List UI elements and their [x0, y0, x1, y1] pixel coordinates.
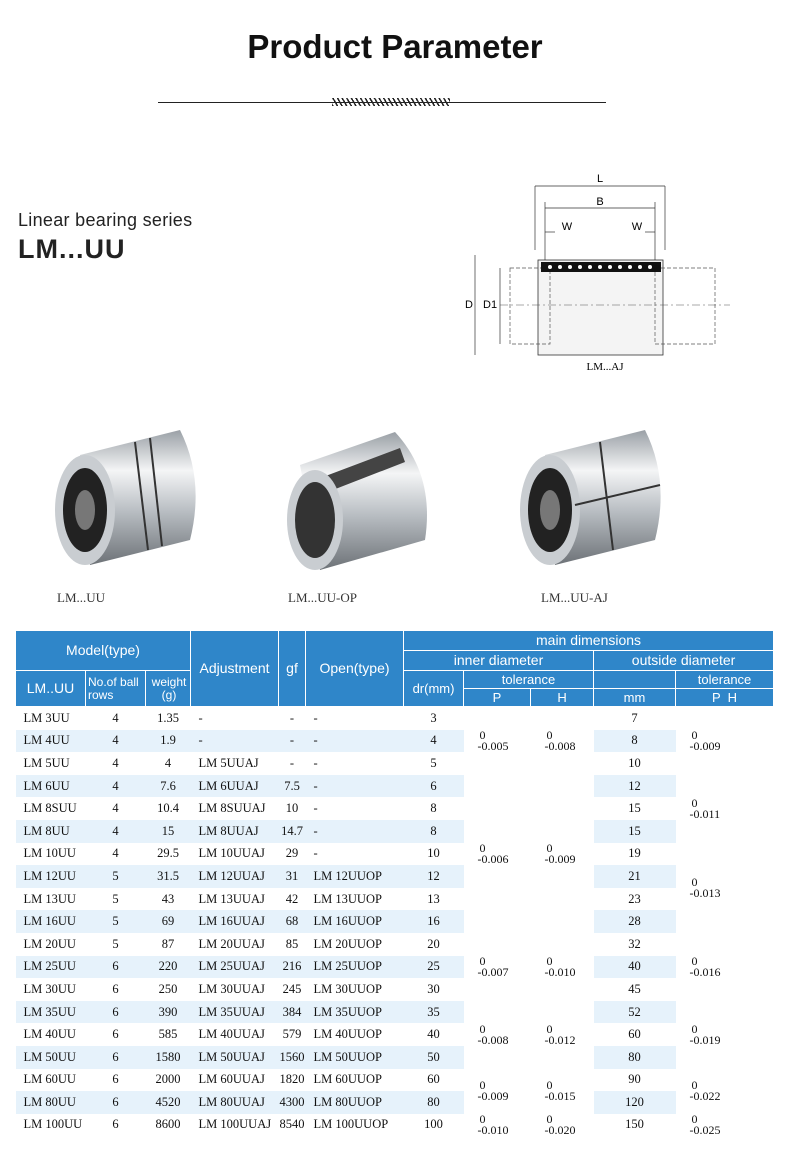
cell-ball-rows: 6: [112, 1027, 119, 1042]
cell-gf: 42: [285, 891, 299, 906]
cell-tolerance-h: [531, 1001, 594, 1069]
cell-weight: 4520: [146, 1091, 191, 1114]
cell-tolerance-p: [464, 1001, 531, 1069]
tolerance-value: 0: [691, 1111, 698, 1126]
cell-open-type: -: [306, 730, 404, 753]
cell-dr: 4: [404, 730, 464, 753]
dim-D1: D1: [483, 299, 498, 311]
cell-outside-mm: 40: [594, 956, 676, 979]
tolerance-value: 0: [546, 1078, 553, 1093]
cell-ball-rows: 4: [112, 755, 119, 770]
parameter-table: [15, 630, 774, 1136]
cell-dr: 40: [427, 1027, 440, 1042]
cell-model: LM 5UU: [23, 755, 70, 770]
tolerance-value: -0.016: [689, 964, 721, 979]
cell-dr: 10: [427, 846, 440, 861]
cell-weight: 585: [158, 1027, 178, 1042]
table-row: [16, 933, 774, 956]
cell-outside-mm: 28: [594, 910, 676, 933]
diagram-caption: LM...AJ: [586, 361, 624, 373]
cell-gf: 14.7: [279, 820, 306, 843]
cell-gf: 1560: [279, 1046, 306, 1069]
cell-tolerance-p: [464, 1111, 531, 1137]
header-inner-tolerance: tolerance: [464, 671, 594, 689]
cell-ball-rows: 6: [112, 1072, 119, 1087]
cell-ball-rows: 4: [86, 730, 146, 753]
cell-weight: 1.35: [157, 710, 179, 725]
cell-model: LM 12UU: [16, 865, 86, 888]
table-row: [16, 865, 774, 888]
cell-tolerance-outer: [676, 775, 774, 843]
series-code: LM...UU: [18, 234, 126, 264]
cell-ball-rows: 6: [86, 956, 146, 979]
cell-open-type: LM 12UUOP: [306, 865, 404, 888]
cell-weight: 10.4: [157, 801, 179, 816]
cell-model: LM 40UU: [23, 1027, 76, 1042]
cell-weight: 1.9: [146, 730, 191, 753]
cell-adjustment: LM 6UUAJ: [191, 775, 279, 798]
table-row: [16, 978, 774, 1001]
cell-weight: 2000: [155, 1072, 181, 1087]
cell-tolerance-outer: [676, 1001, 774, 1069]
tolerance-value: -0.010: [544, 964, 576, 979]
table-row: [16, 1091, 774, 1114]
cell-model: LM 100UU: [23, 1117, 83, 1132]
cell-outside-mm: 60: [628, 1027, 641, 1042]
tolerance-value: 0: [546, 840, 553, 855]
cell-model: LM 8SUU: [23, 801, 77, 816]
cell-ball-rows: 4: [112, 710, 119, 725]
cell-weight: 220: [146, 956, 191, 979]
tolerance-value: 0: [691, 795, 698, 810]
table-row: [16, 707, 774, 730]
cell-adjustment: LM 8SUUAJ: [198, 801, 266, 816]
cell-tolerance-h: [531, 775, 594, 933]
tolerance-value: 0: [479, 1111, 486, 1126]
cell-ball-rows: 5: [112, 936, 119, 951]
tolerance-value: 0: [691, 727, 698, 742]
product-image-uu-op: [275, 420, 445, 580]
cell-adjustment: LM 12UUAJ: [191, 865, 279, 888]
table-row: [16, 820, 774, 843]
header-outer-tolerance: tolerance: [676, 671, 774, 689]
cell-model: LM 35UU: [16, 1001, 86, 1024]
series-label: Linear bearing series: [18, 210, 193, 230]
table-row: [16, 1069, 774, 1092]
cell-gf: 68: [279, 910, 306, 933]
cell-tolerance-p: [464, 775, 531, 933]
cell-outside-mm: 7: [631, 710, 638, 725]
divider-hatch: [332, 98, 450, 106]
tolerance-value: 0: [691, 1078, 698, 1093]
cell-dr: 13: [427, 891, 440, 906]
cell-open-type: -: [313, 710, 318, 725]
cell-dr: 25: [404, 956, 464, 979]
cell-dr: 5: [430, 755, 437, 770]
cell-outside-mm: 52: [594, 1001, 676, 1024]
cell-dr: 8: [430, 801, 437, 816]
header-inner-diameter: inner diameter: [404, 651, 594, 671]
cell-model: LM 30UU: [23, 981, 76, 996]
page-title: Product Parameter: [247, 28, 543, 65]
cell-gf: 7.5: [279, 775, 306, 798]
cell-tolerance-p: [464, 707, 531, 775]
table-row: [16, 1001, 774, 1024]
cell-adjustment: LM 25UUAJ: [191, 956, 279, 979]
cell-outside-mm: 120: [594, 1091, 676, 1114]
table-row: [16, 1023, 774, 1046]
table-row: [16, 1114, 774, 1137]
cell-open-type: LM 13UUOP: [313, 891, 382, 906]
cell-open-type: LM 35UUOP: [306, 1001, 404, 1024]
cell-ball-rows: 5: [112, 891, 119, 906]
table-row: [16, 956, 774, 979]
cell-tolerance-h: [531, 1111, 594, 1137]
cell-weight: 29.5: [157, 846, 179, 861]
cell-gf: 31: [279, 865, 306, 888]
cell-model: LM 25UU: [16, 956, 86, 979]
cell-outside-mm: 150: [625, 1117, 644, 1132]
tolerance-value: -0.008: [477, 1032, 509, 1047]
cell-adjustment: LM 10UUAJ: [198, 846, 265, 861]
header-adjustment: Adjustment: [191, 631, 279, 707]
cell-ball-rows: 5: [86, 865, 146, 888]
cell-open-type: LM 30UUOP: [313, 981, 382, 996]
tolerance-value: -0.022: [689, 1089, 721, 1104]
tolerance-value: -0.009: [689, 738, 721, 753]
cell-model: LM 20UU: [23, 936, 76, 951]
cell-open-type: LM 40UUOP: [313, 1027, 382, 1042]
tolerance-value: 0: [691, 874, 698, 889]
tolerance-value: -0.009: [477, 1089, 509, 1104]
cell-outside-mm: 15: [594, 820, 676, 843]
cell-gf: 216: [279, 956, 306, 979]
product-image-uu: [40, 420, 210, 580]
tolerance-value: 0: [546, 727, 553, 742]
cell-adjustment: -: [198, 710, 203, 725]
cell-tolerance-outer: [676, 843, 774, 933]
cell-model: LM 4UU: [16, 730, 86, 753]
cell-dr: 60: [427, 1072, 440, 1087]
tolerance-value: -0.020: [544, 1122, 576, 1137]
cell-ball-rows: 4: [112, 846, 119, 861]
table-row: [16, 910, 774, 933]
cell-model: LM 50UU: [16, 1046, 86, 1069]
cell-ball-rows: 4: [86, 775, 146, 798]
dim-D: D: [465, 299, 473, 311]
header-ball-rows: No.of ball rows: [86, 671, 146, 707]
cell-outside-mm: 21: [594, 865, 676, 888]
cell-model: LM 80UU: [16, 1091, 86, 1114]
cell-gf: 85: [285, 936, 299, 951]
cell-gf: 8540: [279, 1117, 305, 1132]
table-row: [16, 888, 774, 911]
product-label-uu-op: LM...UU-OP: [288, 590, 357, 605]
table-row: [16, 797, 774, 820]
tolerance-value: -0.013: [689, 885, 721, 900]
cell-dr: 30: [427, 981, 440, 996]
cell-dr: 50: [404, 1046, 464, 1069]
cell-model: LM 60UU: [23, 1072, 76, 1087]
cell-ball-rows: 6: [86, 1001, 146, 1024]
header-dr: dr(mm): [404, 671, 464, 707]
header-p: P: [464, 689, 531, 707]
cell-outside-mm: 32: [628, 936, 641, 951]
cell-outside-mm: 12: [594, 775, 676, 798]
cell-tolerance-h: [531, 707, 594, 775]
dim-W-left: W: [561, 221, 573, 233]
bearing-diagram: [455, 170, 735, 380]
cell-weight: 87: [161, 936, 175, 951]
table-row: [16, 843, 774, 866]
cell-weight: 390: [146, 1001, 191, 1024]
tolerance-value: -0.010: [477, 1122, 509, 1137]
cell-dr: 8: [404, 820, 464, 843]
cell-gf: 10: [285, 801, 299, 816]
cell-open-type: LM 50UUOP: [306, 1046, 404, 1069]
cell-adjustment: LM 50UUAJ: [191, 1046, 279, 1069]
cell-adjustment: LM 30UUAJ: [198, 981, 265, 996]
cell-adjustment: LM 5UUAJ: [198, 755, 259, 770]
tolerance-value: 0: [546, 953, 553, 968]
cell-ball-rows: 5: [86, 910, 146, 933]
tolerance-value: 0: [546, 1111, 553, 1126]
cell-dr: 12: [404, 865, 464, 888]
cell-model: LM 10UU: [23, 846, 76, 861]
cell-ball-rows: 6: [112, 1117, 119, 1132]
cell-outside-mm: 15: [628, 801, 641, 816]
header-model: Model(type): [16, 631, 191, 671]
cell-outside-mm: 80: [594, 1046, 676, 1069]
tolerance-value: -0.015: [544, 1089, 576, 1104]
header-open: Open(type): [306, 631, 404, 707]
header-outside-diameter: outside diameter: [594, 651, 774, 671]
cell-adjustment: LM 40UUAJ: [198, 1027, 265, 1042]
cell-gf: 579: [282, 1027, 302, 1042]
tolerance-value: -0.007: [477, 964, 509, 979]
cell-adjustment: LM 13UUAJ: [198, 891, 265, 906]
table-row: [16, 752, 774, 775]
cell-gf: -: [289, 755, 295, 770]
cell-weight: 8600: [155, 1117, 181, 1132]
cell-adjustment: LM 60UUAJ: [198, 1072, 265, 1087]
cell-tolerance-p: [464, 933, 531, 1001]
tolerance-value: 0: [691, 953, 698, 968]
cell-outside-mm: 10: [628, 755, 641, 770]
cell-weight: 31.5: [146, 865, 191, 888]
cell-open-type: -: [306, 775, 404, 798]
header-h: H: [531, 689, 594, 707]
header-main-dimensions: main dimensions: [404, 631, 774, 651]
cell-weight: 69: [146, 910, 191, 933]
cell-outside-mm: 23: [628, 891, 641, 906]
cell-open-type: LM 25UUOP: [306, 956, 404, 979]
cell-dr: 20: [427, 936, 440, 951]
cell-gf: 384: [279, 1001, 306, 1024]
dim-B: B: [596, 196, 604, 208]
cell-outside-mm: 19: [628, 846, 641, 861]
cell-model: LM 6UU: [16, 775, 86, 798]
cell-dr: 80: [404, 1091, 464, 1114]
cell-tolerance-h: [531, 933, 594, 1001]
cell-weight: 4: [164, 755, 172, 770]
cell-weight: 250: [158, 981, 178, 996]
cell-adjustment: LM 8UUAJ: [191, 820, 279, 843]
cell-adjustment: LM 80UUAJ: [191, 1091, 279, 1114]
cell-tolerance-outer: [676, 933, 774, 1001]
product-image-uu-aj: [505, 420, 675, 580]
cell-dr: 35: [404, 1001, 464, 1024]
header-gf: gf: [279, 631, 306, 707]
tolerance-value: 0: [691, 1021, 698, 1036]
cell-outside-mm: 90: [628, 1072, 641, 1087]
header-outer-blank: [594, 671, 676, 689]
cell-gf: 29: [285, 846, 299, 861]
cell-model: LM 3UU: [23, 710, 70, 725]
tolerance-value: 0: [479, 727, 486, 742]
cell-ball-rows: 4: [86, 820, 146, 843]
cell-tolerance-p: [464, 1069, 531, 1114]
tolerance-value: -0.011: [689, 806, 721, 821]
cell-dr: 100: [424, 1117, 443, 1132]
cell-model: LM 16UU: [16, 910, 86, 933]
cell-tolerance-outer: [676, 1069, 774, 1114]
cell-open-type: LM 20UUOP: [313, 936, 382, 951]
tolerance-value: 0: [479, 840, 486, 855]
cell-tolerance-outer: [676, 1111, 774, 1137]
cell-open-type: LM 16UUOP: [306, 910, 404, 933]
cell-ball-rows: 6: [86, 1091, 146, 1114]
tolerance-value: -0.005: [477, 738, 509, 753]
cell-open-type: -: [313, 846, 318, 861]
cell-outside-mm: 8: [594, 730, 676, 753]
dim-L: L: [596, 173, 604, 185]
tolerance-value: 0: [479, 953, 486, 968]
tolerance-value: 0: [546, 1021, 553, 1036]
tolerance-value: 0: [479, 1021, 486, 1036]
header-weight: weight (g): [146, 671, 191, 707]
cell-model: LM 8UU: [16, 820, 86, 843]
cell-adjustment: LM 16UUAJ: [191, 910, 279, 933]
cell-open-type: -: [313, 755, 318, 770]
product-label-uu-aj: LM...UU-AJ: [541, 590, 608, 605]
cell-dr: 16: [404, 910, 464, 933]
cell-adjustment: LM 20UUAJ: [198, 936, 265, 951]
tolerance-value: -0.008: [544, 738, 576, 753]
cell-open-type: -: [306, 820, 404, 843]
header-ph: P H: [676, 689, 774, 707]
cell-open-type: LM 100UUOP: [313, 1117, 389, 1132]
cell-gf: 245: [282, 981, 302, 996]
tolerance-value: -0.025: [689, 1122, 721, 1137]
cell-gf: 4300: [279, 1091, 306, 1114]
cell-ball-rows: 6: [112, 981, 119, 996]
tolerance-value: 0: [479, 1078, 486, 1093]
cell-ball-rows: 4: [112, 801, 119, 816]
cell-gf: -: [279, 730, 306, 753]
cell-tolerance-outer: [676, 707, 774, 775]
cell-dr: 3: [430, 710, 437, 725]
cell-outside-mm: 45: [628, 981, 641, 996]
product-label-uu: LM...UU: [57, 590, 106, 605]
cell-tolerance-h: [531, 1069, 594, 1114]
cell-gf: 1820: [279, 1072, 305, 1087]
cell-open-type: LM 60UUOP: [313, 1072, 382, 1087]
cell-gf: -: [289, 710, 295, 725]
header-lmuu: LM..UU: [16, 671, 86, 707]
header-mm: mm: [594, 689, 676, 707]
table-row: [16, 1046, 774, 1069]
dim-W-right: W: [631, 221, 643, 233]
tolerance-value: -0.012: [544, 1032, 576, 1047]
table-row: [16, 730, 774, 753]
cell-open-type: LM 80UUOP: [306, 1091, 404, 1114]
tolerance-value: -0.019: [689, 1032, 721, 1047]
table-row: [16, 775, 774, 798]
cell-adjustment: -: [191, 730, 279, 753]
tolerance-value: -0.009: [544, 851, 576, 866]
cell-model: LM 13UU: [23, 891, 76, 906]
cell-weight: 43: [161, 891, 175, 906]
cell-weight: 1580: [146, 1046, 191, 1069]
cell-adjustment: LM 35UUAJ: [191, 1001, 279, 1024]
cell-weight: 7.6: [146, 775, 191, 798]
cell-weight: 15: [146, 820, 191, 843]
cell-open-type: -: [313, 801, 318, 816]
cell-ball-rows: 6: [86, 1046, 146, 1069]
cell-adjustment: LM 100UUAJ: [198, 1117, 272, 1132]
cell-dr: 6: [404, 775, 464, 798]
tolerance-value: -0.006: [477, 851, 509, 866]
